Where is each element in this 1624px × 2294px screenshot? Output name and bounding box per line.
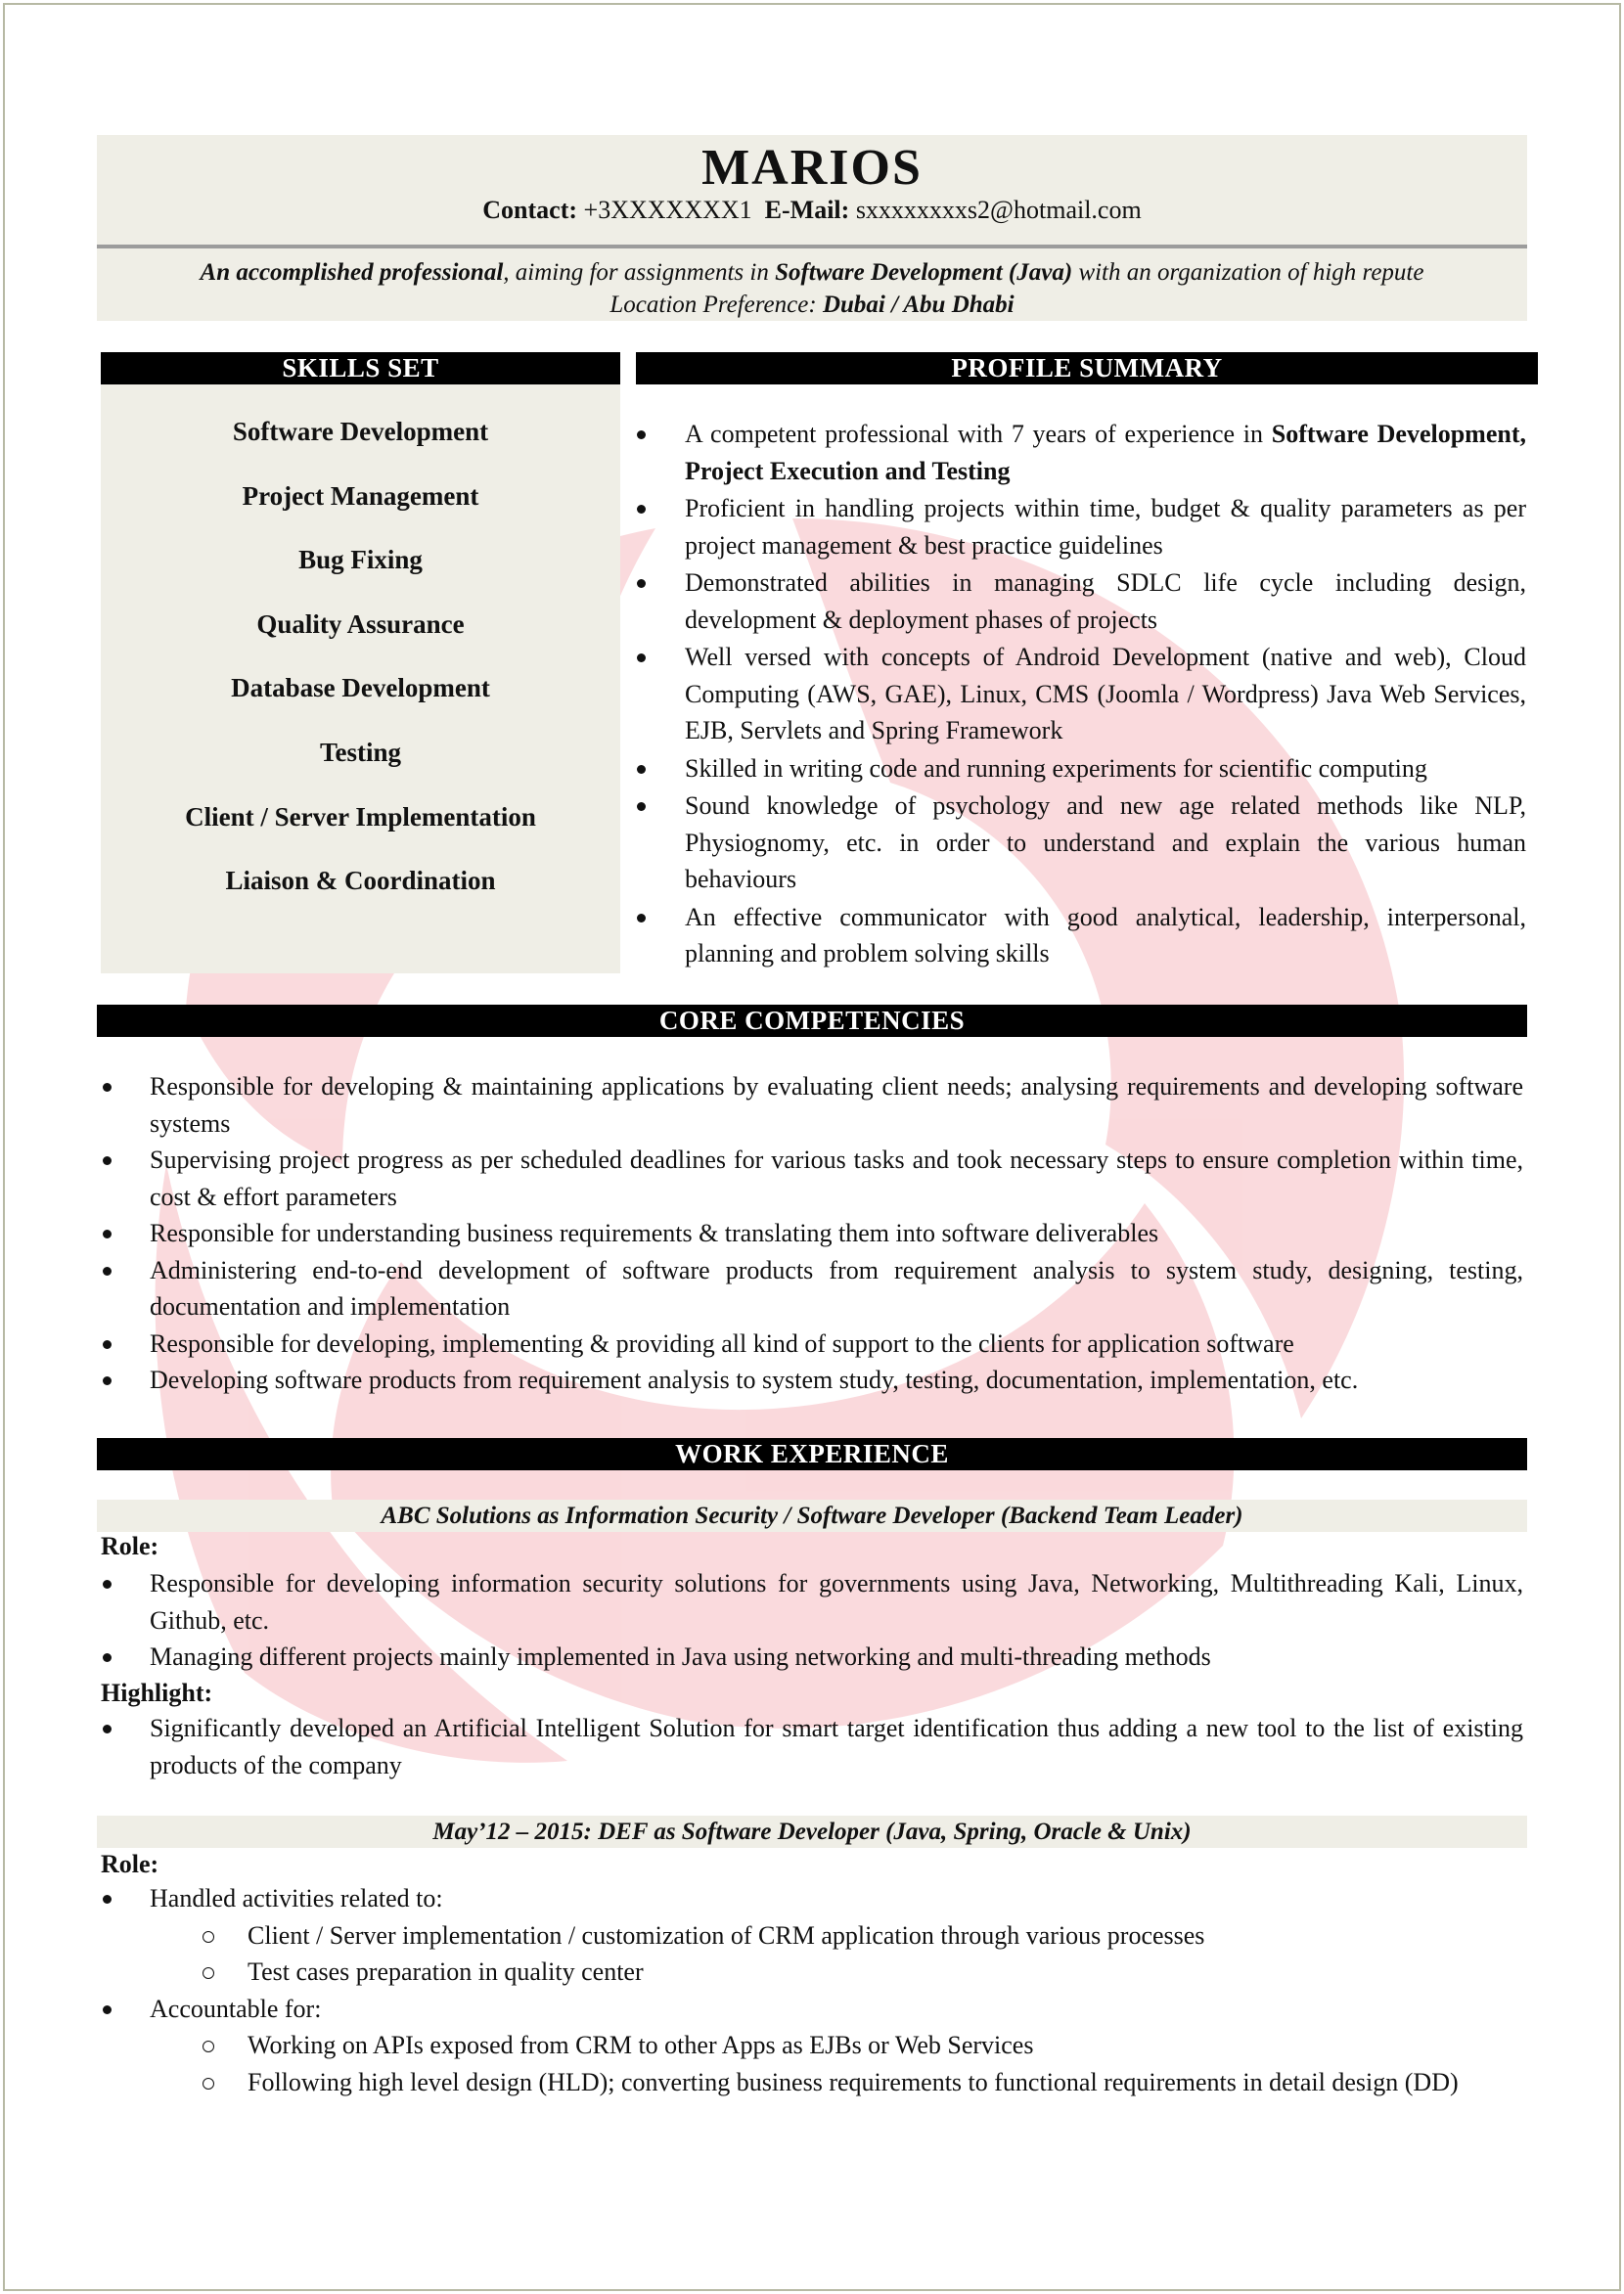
profile-item [626,639,1526,749]
contact-label: Contact: [482,196,578,224]
role-item [97,1639,1523,1676]
bullet-icon [103,1083,112,1092]
location-value: Dubai / Abu Dhabi [822,292,1015,318]
role-subitem [97,1917,1523,1955]
competency-item [97,1142,1523,1215]
profile-item-text: A competent professional with 7 years of experience in [685,420,1272,448]
competency-item [97,1252,1523,1326]
bullet-icon [103,1230,112,1238]
job1-role-list [97,1565,1523,1676]
header-divider [97,245,1527,248]
bullet-icon [103,1580,112,1589]
header-block [97,135,1527,321]
competency-item [97,1326,1523,1363]
role-subitem [97,2064,1523,2101]
contact-line [97,196,1527,225]
skill-item: Software Development [232,417,489,446]
skill-item: Project Management [242,480,479,511]
bullet-icon [103,1340,112,1349]
profile-item-text: Skilled in writing code and running experiments for scientific computing [685,753,1427,783]
bullet-icon [637,430,646,439]
competency-text: Responsible for developing & maintaining applications by evaluating client needs; analysing requirements and developing software systems [150,1072,1523,1138]
contact-phone: +3XXXXXXX1 [583,196,752,224]
profile-item-emphasis: Software Development, Project Execution and Testing [685,420,1526,485]
highlight-item [97,1710,1523,1783]
competency-item [97,1215,1523,1252]
profile-item [626,899,1526,972]
circle-bullet-icon [203,2041,214,2052]
role-item-text: Managing different projects mainly implemented in Java using networking and multi-threading methods [150,1642,1211,1671]
job2-heading: May’12 – 2015: DEF as Software Developer (Java, Spring, Oracle & Unix) [97,1816,1527,1848]
objective-text: , aiming for assignments in [503,259,776,286]
email-label: E-Mail: [764,196,850,224]
skill-item: Liaison & Coordination [225,866,496,896]
skills-heading: SKILLS SET [101,352,620,384]
circle-bullet-icon [203,1931,214,1943]
skill-item: Client / Server Implementation [185,801,536,832]
bullet-icon [103,1376,112,1385]
role-subitem [97,2027,1523,2064]
bullet-icon [103,1895,112,1904]
bullet-icon [103,2005,112,2014]
role-item [97,1565,1523,1639]
bullet-icon [637,579,646,588]
bullet-icon [637,765,646,774]
circle-bullet-icon [203,1967,214,1979]
skill-item: Bug Fixing [298,545,423,575]
objective-statement [97,256,1527,321]
profile-item [626,564,1526,638]
profile-item [626,750,1526,787]
job2-role-label: Role: [101,1850,159,1878]
work-heading: WORK EXPERIENCE [97,1438,1527,1470]
profile-summary [626,416,1526,973]
profile-item [626,490,1526,563]
profile-item-text: Proficient in handling projects within time, budget & quality parameters as per project management & best practice guidelines [685,494,1526,560]
objective-target: Software Development (Java) [775,259,1073,286]
profile-item-text: Sound knowledge of psychology and new age related methods like NLP, Physiognomy, etc. in order to understand and explain the various human behaviours [685,791,1526,893]
core-competencies [97,1068,1523,1399]
skills-list [101,384,620,929]
objective-text-end: with an organization of high repute [1072,259,1424,286]
contact-email: sxxxxxxxxs2@hotmail.com [855,196,1142,224]
skill-item: Testing [319,737,402,767]
role-group-label: Accountable for: [150,1994,322,2023]
profile-item-text: An effective communicator with good analytical, leadership, interpersonal, planning and problem solving skills [685,902,1526,967]
role-item-text: Responsible for developing information security solutions for governments using Java, Networking, Multithreading Kali, Linux, Github, etc. [150,1569,1523,1635]
role-group-label: Handled activities related to: [150,1884,443,1912]
skill-item: Database Development [231,673,490,703]
bullet-icon [637,914,646,922]
bullet-icon [637,505,646,514]
bullet-icon [103,1653,112,1662]
candidate-name: MARIOS [701,140,923,196]
role-subitem-text: Client / Server implementation / customization of CRM application through various processes [248,1920,1205,1950]
role-subitem-text: Following high level design (HLD); converting business requirements to functional requirements in detail design (DD) [248,2067,1459,2096]
skill-item: Quality Assurance [256,608,465,639]
role-group [97,1880,1523,1917]
core-heading: CORE COMPETENCIES [97,1005,1527,1037]
skills-panel [101,384,620,973]
bullet-icon [103,1156,112,1165]
job1-heading: ABC Solutions as Information Security / Software Developer (Backend Team Leader) [97,1500,1527,1532]
profile-item-text: Demonstrated abilities in managing SDLC life cycle including design, development & deployment phases of projects [685,568,1526,634]
job1-highlight-list [97,1710,1523,1783]
bullet-icon [637,802,646,811]
role-subitem [97,1954,1523,1991]
role-group [97,1991,1523,2028]
profile-item-text: Well versed with concepts of Android Development (native and web), Cloud Computing (AWS, GAE), Linux, CMS (Joomla / Wordpress) Java Web Services, EJB, Servlets and Spring Framework [685,643,1526,744]
job2-role-list [97,1880,1523,2100]
role-subitem-text: Test cases preparation in quality center [248,1957,644,1986]
competency-text: Administering end-to-end development of software products from requirement analysis to system study, designing, testing, documentation and implementation [150,1255,1523,1321]
profile-item [626,416,1526,489]
bullet-icon [103,1725,112,1733]
competency-item [97,1068,1523,1142]
profile-item [626,787,1526,898]
role-subitem-text: Working on APIs exposed from CRM to other Apps as EJBs or Web Services [248,2031,1034,2059]
objective-lead: An accomplished professional [200,259,504,286]
job1-highlight-label: Highlight: [101,1679,213,1707]
location-label: Location Preference: [609,292,823,318]
competency-text: Supervising project progress as per scheduled deadlines for various tasks and took necessary steps to ensure completion within time, cost & effort parameters [150,1146,1523,1211]
bullet-icon [103,1267,112,1276]
profile-heading: PROFILE SUMMARY [636,352,1538,384]
competency-text: Developing software products from requirement analysis to system study, testing, documentation, implementation, etc. [150,1366,1359,1394]
competency-text: Responsible for understanding business requirements & translating them into software deliverables [150,1219,1159,1247]
competency-text: Responsible for developing, implementing & providing all kind of support to the clients for application software [150,1328,1294,1358]
circle-bullet-icon [203,2078,214,2090]
job1-role-label: Role: [101,1532,159,1560]
bullet-icon [637,653,646,662]
competency-item [97,1362,1523,1399]
highlight-item-text: Significantly developed an Artificial Intelligent Solution for smart target identification thus adding a new tool to the list of existing products of the company [150,1714,1523,1779]
